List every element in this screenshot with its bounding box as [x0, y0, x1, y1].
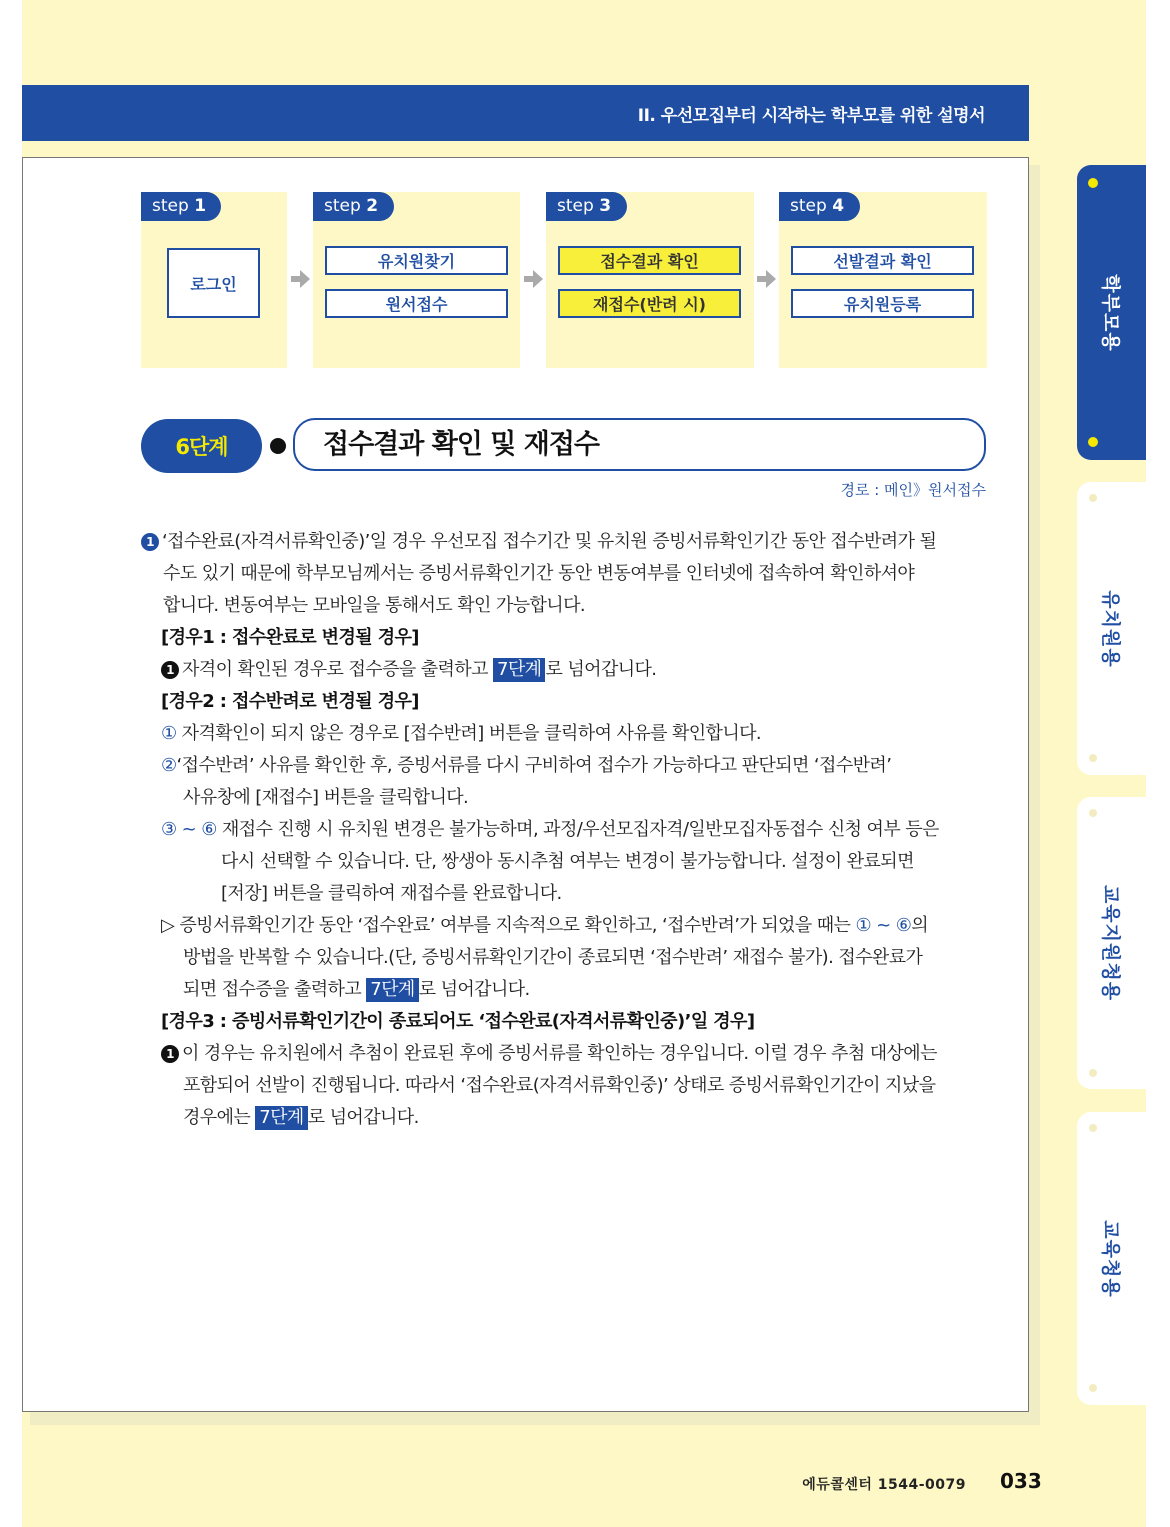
- step-selection-result-box: 선발결과 확인: [791, 246, 974, 275]
- step-result-check-box: 접수결과 확인: [558, 246, 741, 275]
- side-tab-parents[interactable]: [1077, 165, 1146, 460]
- case3-item: 1 이 경우는 유치원에서 추첨이 완료된 후에 증빙서류를 확인하는 경우입니다. 이럴 경우 추첨 대상에는 포함되어 선발이 진행됩니다. 따라서 ‘접수완료(자격서류확인중)’ 상태로 증빙서류확인기간이 지났을 경우에는 7단계 로 넘어갑니다.: [161, 1038, 991, 1134]
- navigation-route: 경로 : 메인》원서접수: [840, 481, 986, 499]
- step-find-kindergarten-box: 유치원찾기: [325, 246, 508, 275]
- side-tab-education-support[interactable]: [1077, 797, 1146, 1089]
- case2-note: ▷ 증빙서류확인기간 동안 ‘접수완료’ 여부를 지속적으로 확인하고, ‘접수반려’가 되었을 때는 ① ~ ⑥의 방법을 반복할 수 있습니다.(단, 증빙서류확인기간이 종료되면 ‘접수반려’ 재접수 불가). 접수완료가 되면 접수증을 출력하고 7단계 로 넘어갑니다.: [161, 915, 929, 1000]
- case1-item: 1 자격이 확인된 경우로 접수증을 출력하고 7단계 로 넘어갑니다.: [161, 654, 981, 686]
- side-tab-kindergarten[interactable]: [1077, 482, 1146, 775]
- section-title: 접수결과 확인 및 재접수: [293, 418, 986, 471]
- number-1-icon: 1: [161, 661, 179, 679]
- arrow-right-icon: [757, 276, 766, 282]
- intro-paragraph: 1 ‘접수완료(자격서류확인중)’일 경우 우선모집 접수기간 및 유치원 증빙서류확인기간 동안 접수반려가 될 수도 있기 때문에 학부모님께서는 증빙서류확인기간 동안 변동여부를 인터넷에 접속하여 확인하셔야 합니다. 변동여부는 모바일을 통해서도 확인 가능합니다.: [141, 526, 991, 622]
- side-tab-label: 교육청용: [1099, 1219, 1121, 1298]
- step-1-label: step 1: [141, 192, 221, 221]
- page-number: 033: [1000, 1469, 1042, 1493]
- arrow-right-icon: [300, 270, 310, 288]
- step-application-box: 원서접수: [325, 289, 508, 318]
- step-login-box: 로그인: [167, 248, 260, 318]
- case2-item-3: ③ ~ ⑥ 재접수 진행 시 유치원 변경은 불가능하며, 과정/우선모집자격/일반모집자동접수 신청 여부 등은 다시 선택할 수 있습니다. 단, 쌍생아 동시추첨 여부는 변경이 불가능합니다. 설정이 완료되면 [저장] 버튼을 클릭하여 재접수를 완료합니다.: [161, 819, 939, 904]
- step-4-label: step 4: [779, 192, 860, 221]
- chapter-title: II. 우선모집부터 시작하는 학부모를 위한 설명서: [637, 105, 985, 126]
- step-2-label: step 2: [313, 192, 394, 221]
- case1-heading: [경우1 : 접수완료로 변경될 경우]: [161, 627, 419, 648]
- number-1-icon: 1: [161, 1045, 179, 1063]
- tab-dot-icon: [1089, 809, 1097, 817]
- step-3-label: step 3: [546, 192, 627, 221]
- tab-dot-icon: [1089, 1124, 1097, 1132]
- step-reapply-box: 재접수(반려 시): [558, 289, 741, 318]
- case3-heading: [경우3 : 증빙서류확인기간이 종료되어도 ‘접수완료(자격서류확인중)’일 경우]: [161, 1011, 755, 1032]
- tab-dot-icon: [1089, 494, 1097, 502]
- step7-badge: 7단계: [366, 978, 418, 1002]
- number-1-icon: 1: [141, 533, 159, 551]
- side-tab-label: 학부모용: [1099, 273, 1121, 352]
- side-tab-label: 유치원용: [1099, 589, 1121, 668]
- chapter-header: [22, 85, 1029, 141]
- case2-item-2: ②‘접수반려’ 사유를 확인한 후, 증빙서류를 다시 구비하여 접수가 가능하다고 판단되면 ‘접수반려’ 사유창에 [재접수] 버튼을 클릭합니다.: [161, 755, 892, 808]
- arrow-right-icon: [533, 270, 543, 288]
- tab-dot-icon: [1089, 754, 1097, 762]
- side-tab-label: 교육지원청용: [1099, 884, 1121, 1002]
- side-tab-education-office[interactable]: [1077, 1112, 1146, 1405]
- case2-item-1: ① 자격확인이 되지 않은 경우로 [접수반려] 버튼을 클릭하여 사유를 확인합니다.: [161, 723, 762, 744]
- tab-dot-icon: [1088, 437, 1098, 447]
- tab-dot-icon: [1089, 1384, 1097, 1392]
- stage-badge: 6단계: [141, 419, 262, 473]
- step7-badge: 7단계: [255, 1106, 307, 1130]
- case2-heading: [경우2 : 접수반려로 변경될 경우]: [161, 691, 419, 712]
- arrow-right-icon: [524, 276, 533, 282]
- bullet-icon: [270, 438, 286, 454]
- tab-dot-icon: [1089, 1069, 1097, 1077]
- tab-dot-icon: [1088, 178, 1098, 188]
- step7-badge: 7단계: [493, 658, 545, 682]
- arrow-right-icon: [766, 270, 776, 288]
- step-registration-box: 유치원등록: [791, 289, 974, 318]
- footer-call-center: 에듀콜센터 1544-0079: [802, 1477, 966, 1493]
- arrow-right-icon: [291, 276, 300, 282]
